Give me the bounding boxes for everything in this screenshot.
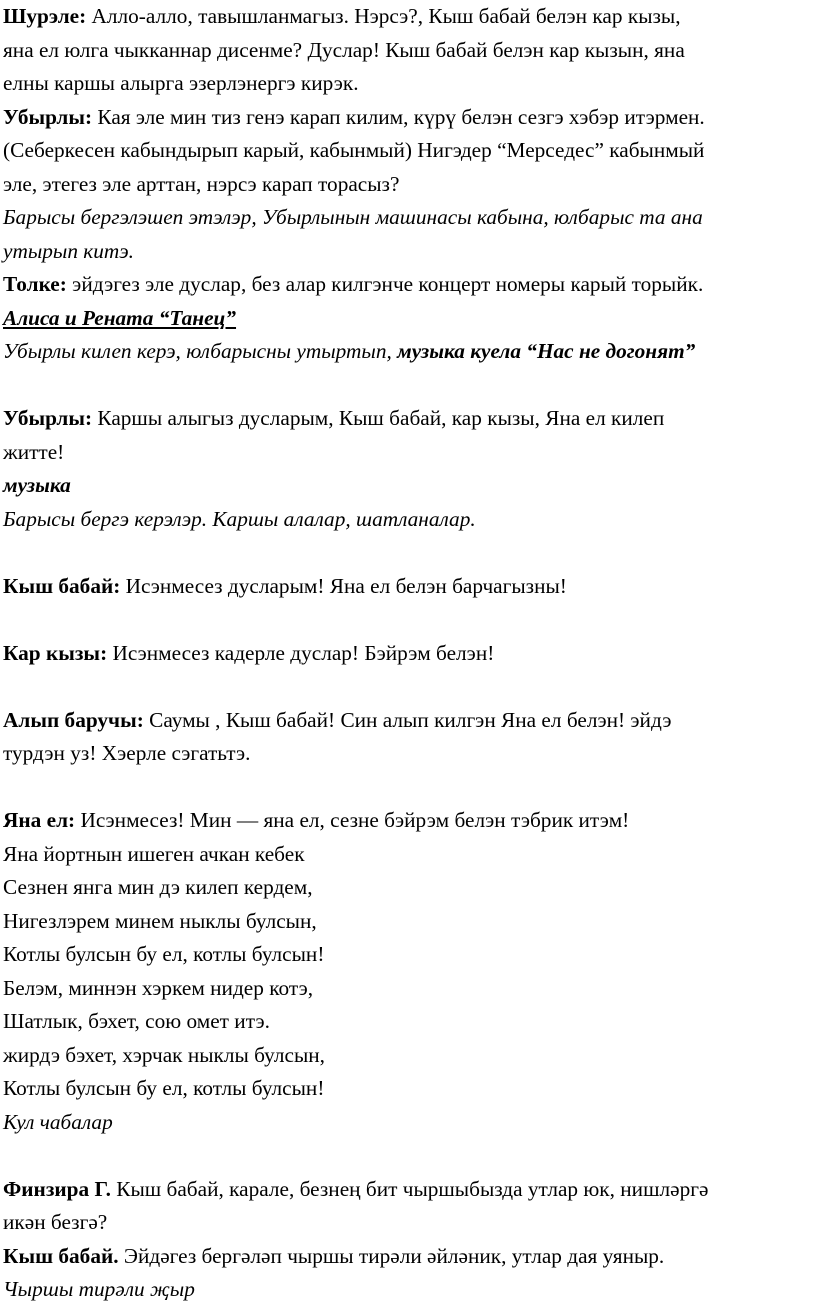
text-line	[3, 302, 813, 336]
line-text: турдэн уз! Хэерле сэгатьтэ.	[3, 741, 251, 765]
blank-line	[3, 771, 813, 805]
text-line	[3, 1039, 813, 1073]
line-text: Шатлык, бэхет, сою омет итэ.	[3, 1009, 271, 1033]
text-line	[3, 871, 813, 905]
line-text: Исэнмесез! Мин — яна ел, сезне бэйрэм белэн тэбрик итэм!	[75, 808, 630, 832]
line-text: (Себеркесен кабындырып карый, кабынмый) Нигэдер “Мерседес” кабынмый	[3, 138, 705, 162]
stage-direction: утырып китэ.	[3, 238, 135, 263]
blank-line	[3, 369, 813, 403]
music-cue: музыка куела “Нас не догонят”	[397, 339, 696, 363]
document-page	[3, 0, 813, 1307]
speaker-label: Убырлы:	[3, 406, 93, 430]
text-line	[3, 804, 813, 838]
line-text: Исэнмесез кадерле дуслар! Бэйрэм белэн!	[107, 640, 495, 665]
text-line	[3, 1005, 813, 1039]
line-text: Кыш бабай, карале, безнең бит чыршыбызда утлар юк, нишләргә	[110, 1176, 709, 1201]
text-line	[3, 1206, 813, 1240]
text-line	[3, 503, 813, 537]
speaker-label: Убырлы:	[3, 104, 93, 129]
text-line	[3, 737, 813, 771]
line-text: Кая эле мин тиз генэ карап килим, күрү белэн сезгэ хэбэр итэрмен.	[92, 104, 705, 129]
line-text: эйдэгез эле дуслар, без алар килгэнче концерт номеры карый торыйк.	[66, 272, 704, 296]
text-line	[3, 1106, 813, 1140]
text-line	[3, 0, 813, 34]
text-line	[3, 838, 813, 872]
line-text: житте!	[3, 439, 65, 464]
line-text: елны каршы алырга эзерлэнергэ кирэк.	[3, 71, 359, 95]
line-text: Эйдәгез бергәләп чыршы тирәли әйләник, утлар дая уяныр.	[118, 1243, 665, 1268]
text-line	[3, 436, 813, 470]
text-line	[3, 1273, 813, 1307]
speaker-label: Финзира Г.	[3, 1176, 111, 1201]
speaker-label: Шурэле:	[3, 4, 87, 28]
line-text: эле, этегез эле арттан, нэрсэ карап торасыз?	[3, 171, 400, 196]
text-line	[3, 402, 813, 436]
blank-line	[3, 536, 813, 570]
text-line	[3, 938, 813, 972]
line-text: Сезнен янга мин дэ килеп кердем,	[3, 875, 313, 899]
line-text: Каршы алыгыз дусларым, Кыш бабай, кар кызы, Яна ел килеп	[92, 406, 665, 430]
text-line	[3, 34, 813, 68]
text-line	[3, 268, 813, 302]
stage-direction: Барысы бергэлэшеп этэлэр, Убырлынын машинасы кабына, юлбарыс та ана	[3, 205, 703, 229]
stage-direction: Кул чабалар	[3, 1109, 113, 1134]
scene-title: Алиса и Рената “Танец”	[3, 305, 237, 330]
speaker-label: Яна ел:	[3, 808, 76, 832]
text-line	[3, 67, 813, 101]
text-line	[3, 168, 813, 202]
line-text: Белэм, миннэн хэркем нидер котэ,	[3, 975, 314, 1000]
speaker-label: Толке:	[3, 272, 67, 296]
text-line	[3, 469, 813, 503]
text-line	[3, 972, 813, 1006]
blank-line	[3, 1139, 813, 1173]
text-line	[3, 637, 813, 671]
speaker-label: Алып баручы:	[3, 707, 144, 732]
music-cue: музыка	[3, 473, 71, 497]
line-text: яна ел юлга чыкканнар дисенме? Дуслар! Кыш бабай белэн кар кызын, яна	[3, 37, 685, 62]
line-text: Котлы булсын бу ел, котлы булсын!	[3, 1076, 325, 1100]
blank-line	[3, 670, 813, 704]
speaker-label: Кыш бабай.	[3, 1243, 119, 1268]
line-text: Алло-алло, тавышланмагыз. Нэрсэ?, Кыш бабай белэн кар кызы,	[86, 4, 681, 28]
line-text: Яна йортнын ишеген ачкан кебек	[3, 841, 305, 866]
text-line	[3, 1240, 813, 1274]
text-line	[3, 134, 813, 168]
blank-line	[3, 603, 813, 637]
stage-direction: Барысы бергэ керэлэр. Каршы алалар, шатланалар.	[3, 506, 476, 531]
text-line	[3, 1173, 813, 1207]
speaker-label: Кар кызы:	[3, 640, 108, 665]
text-line	[3, 235, 813, 269]
text-line	[3, 1072, 813, 1106]
line-text: Саумы , Кыш бабай! Син алып килгэн Яна ел белэн! эйдэ	[143, 707, 672, 732]
line-text: Котлы булсын бу ел, котлы булсын!	[3, 942, 325, 966]
text-line	[3, 704, 813, 738]
line-text: Нигезлэрем минем ныклы булсын,	[3, 908, 317, 933]
text-line	[3, 201, 813, 235]
text-line	[3, 101, 813, 135]
stage-direction: Чыршы тирәли җыр	[3, 1277, 195, 1301]
line-text: икән безгә?	[3, 1210, 108, 1234]
text-line	[3, 570, 813, 604]
speaker-label: Кыш бабай:	[3, 573, 121, 598]
text-line	[3, 335, 813, 369]
line-text: Исэнмесез дусларым! Яна ел белэн барчагызны!	[120, 573, 567, 598]
line-text: жирдэ бэхет, хэрчак ныклы булсын,	[3, 1042, 326, 1067]
text-line	[3, 905, 813, 939]
stage-direction: Убырлы килеп керэ, юлбарысны утыртып,	[3, 339, 398, 363]
